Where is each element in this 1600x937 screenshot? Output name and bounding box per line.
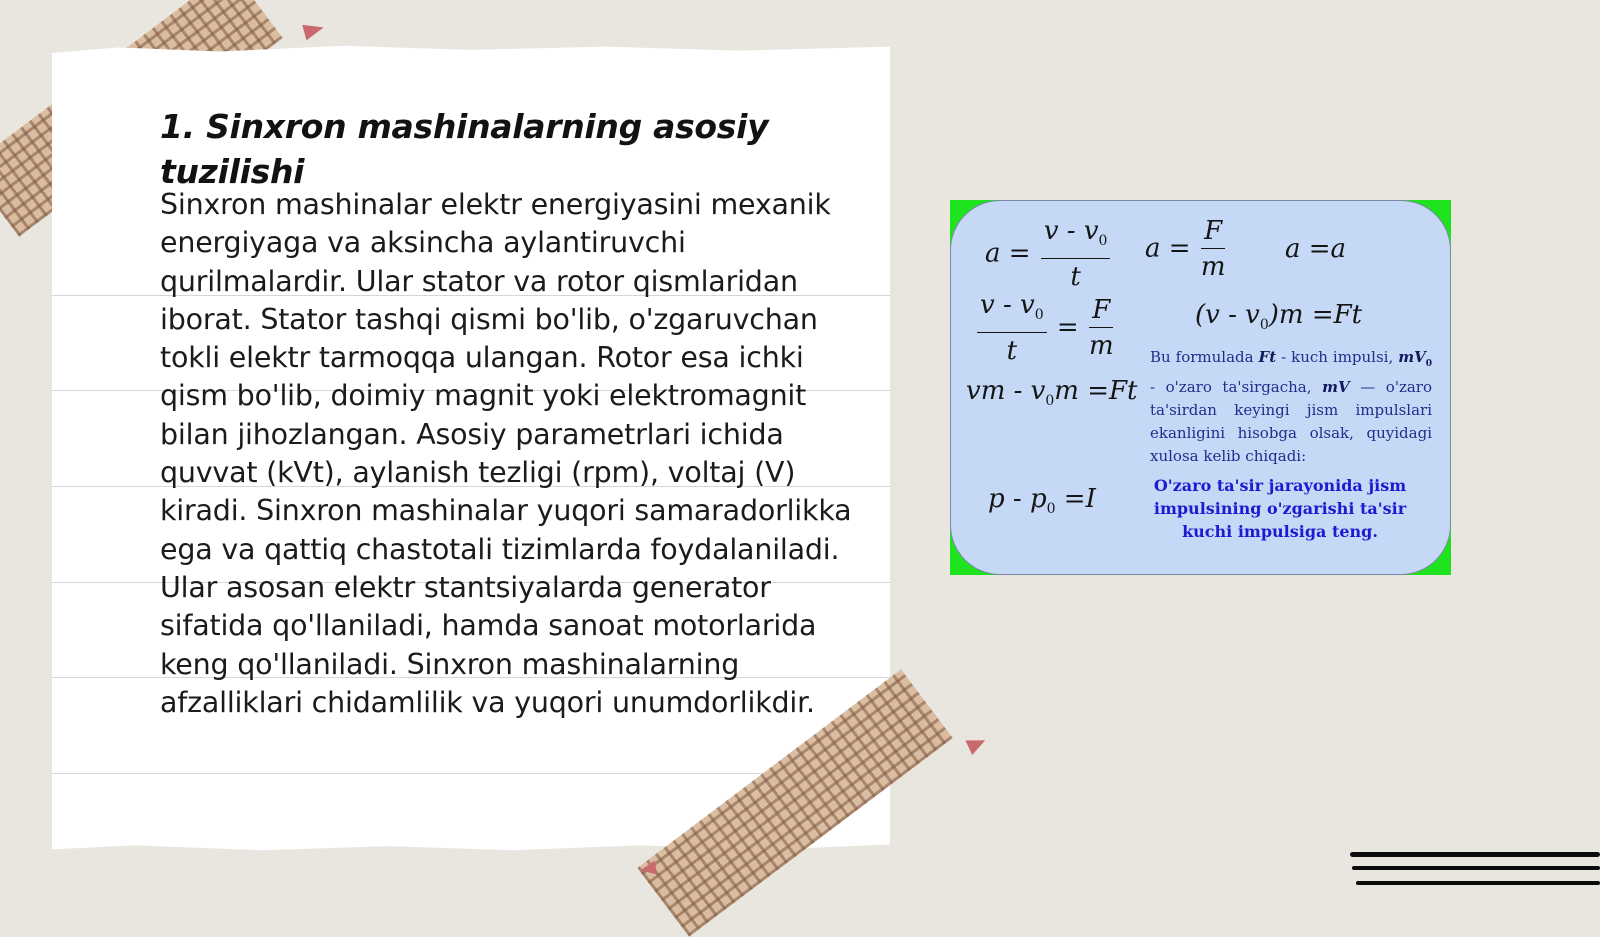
formula-explanation: Bu formulada Ft - kuch impulsi, $mV_0$ - o'zaro ta'sirgacha, mV — o'zaro ta'sirdan keyingi jism impulslari ekanligini hisobga olsak, quyidagi xulosa kelib chiqadi:	[1150, 348, 1432, 465]
slide-body-text: Sinxron mashinalar elektr energiyasini mexanik energiyaga va aksincha aylantiruvchi qurilmalardir. Ular stator va rotor qismlaridan iborat. Stator tashqi qismi bo'lib, o'zgaruvchan tokli elektr tarmoqqa ulangan. Rotor esa ichki qism bo'lib, doimiy magnit yoki elektromagnit bilan jihozlangan. Asosiy parametrlari ichida quvvat (kVt), aylanish tezligi (rpm), voltaj (V) kiradi. Sinxron mashinalar yuqori samaradorlikka ega va qattiq chastotali tizimlarda foydalaniladi. Ular asosan elektr stantsiyalarda generator sifatida qo'llaniladi, hamda sanoat motorlarida keng qo'llaniladi. Sinxron mashinalarning afzalliklari chidamlilik va yuqori unumdorlikdir.	[160, 188, 852, 719]
tape-notch	[302, 20, 325, 41]
formula-acceleration-velocity: a = $\frac{v - v_0}{t}$	[985, 214, 1112, 295]
slide-title: 1. Sinxron mashinalarning asosiy tuzilishi	[160, 107, 769, 191]
formula-equate: $\frac{v - v_0}{t}$ = $\frac{F}{m}$	[975, 288, 1116, 369]
decorative-stroke	[1350, 852, 1600, 857]
formula-a-equals-a: a =a	[1285, 234, 1347, 264]
tape-notch	[639, 861, 657, 878]
decorative-stroke	[1352, 866, 1600, 870]
formula-acceleration-force: a = $\frac{F}{m}$	[1145, 216, 1226, 282]
formula-conclusion: O'zaro ta'sir jarayonida jism impulsining o'zgarishi ta'sir kuchi impulsiga teng.	[1153, 476, 1407, 541]
decorative-stroke	[1356, 881, 1600, 885]
tape-notch	[965, 733, 988, 755]
formula-momentum-difference: $(v - v_0)m =Ft$	[1195, 300, 1363, 334]
formula-impulse: $p - p_0 =I$	[988, 484, 1096, 518]
formula-expanded: vm - $v_0m =Ft$	[966, 376, 1138, 410]
